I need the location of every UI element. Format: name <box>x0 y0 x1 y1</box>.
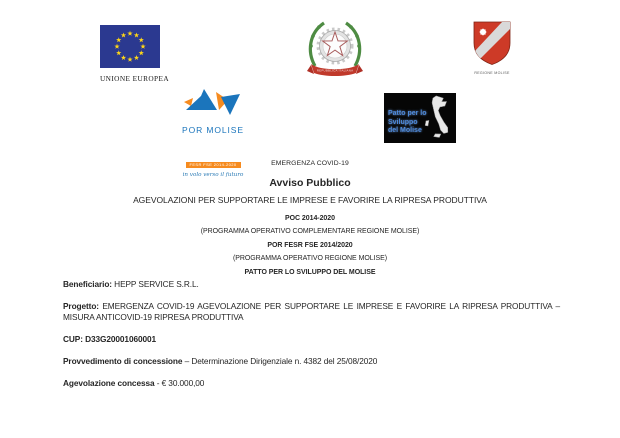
provision-row <box>63 356 560 367</box>
notice-type-title: Avviso Pubblico <box>269 177 351 189</box>
program-line-por: POR FESR FSE 2014/2020 <box>267 241 353 249</box>
program-line-poc-sub: (PROGRAMMA OPERATIVO COMPLEMENTARE REGIONE MOLISE) <box>200 228 420 236</box>
patto-sviluppo-molise-logo <box>384 93 456 143</box>
document-title: AGEVOLAZIONI PER SUPPORTARE LE IMPRESE E FAVORIRE LA RIPRESA PRODUTTIVA <box>133 195 487 205</box>
beneficiary-label: Beneficiario: <box>63 279 112 289</box>
project-value: EMERGENZA COVID-19 AGEVOLAZIONE PER SUPPORTARE LE IMPRESE E FAVORIRE LA RIPRESA PRODUTTIVA – MISURA ANTICOVID-19 RIPRESA PRODUTTIVA <box>63 301 560 322</box>
italy-emblem-icon <box>304 16 366 78</box>
italy-silhouette-icon <box>421 95 453 141</box>
patto-label-line2: Sviluppo <box>388 118 418 126</box>
grant-amount-row <box>63 378 560 389</box>
program-line-poc: POC 2014-2020 <box>285 215 335 222</box>
eu-flag-icon <box>100 25 160 68</box>
beneficiary-row <box>63 279 560 290</box>
molise-coat-of-arms <box>468 20 516 75</box>
cup-row <box>63 334 560 345</box>
emergency-line: EMERGENZA COVID-19 <box>271 160 349 167</box>
provision-label: Provvedimento di concessione <box>63 356 183 366</box>
molise-caption: REGIONE MOLISE <box>474 71 510 75</box>
molise-shield-icon <box>470 20 514 65</box>
beneficiary-value: HEPP SERVICE S.R.L. <box>111 279 199 289</box>
grant-amount-label: Agevolazione concessa <box>63 378 155 388</box>
cup-label: CUP: <box>63 334 83 344</box>
document-header <box>0 160 620 279</box>
provision-value: – Determinazione Dirigenziale n. 4382 del 25/08/2020 <box>182 356 378 366</box>
cup-value: D33G20001060001 <box>82 334 157 344</box>
por-molise-tagline: in volo verso il futuro <box>182 172 244 178</box>
grant-amount-value: - € 30.000,00 <box>154 378 205 388</box>
program-line-patto: PATTO PER LO SVILUPPO DEL MOLISE <box>244 268 376 276</box>
program-lines <box>0 212 620 279</box>
italy-emblem-banner-text: REPUBBLICA ITALIANA <box>316 68 354 73</box>
project-label: Progetto: <box>63 301 99 311</box>
origami-bird-icon <box>184 89 242 119</box>
por-molise-title: POR MOLISE <box>182 125 244 135</box>
patto-label-line1: Patto per lo <box>388 110 427 117</box>
eu-flag-caption: UNIONE EUROPEA <box>100 74 170 83</box>
project-row <box>63 301 560 323</box>
por-molise-banner: FESR FSE 2014-2020 <box>186 162 241 168</box>
patto-label-line3: del Molise <box>388 127 422 135</box>
grant-details <box>63 279 560 400</box>
program-line-por-sub: (PROGRAMMA OPERATIVO REGIONE MOLISE) <box>232 255 388 263</box>
eu-flag-logo <box>100 25 170 83</box>
